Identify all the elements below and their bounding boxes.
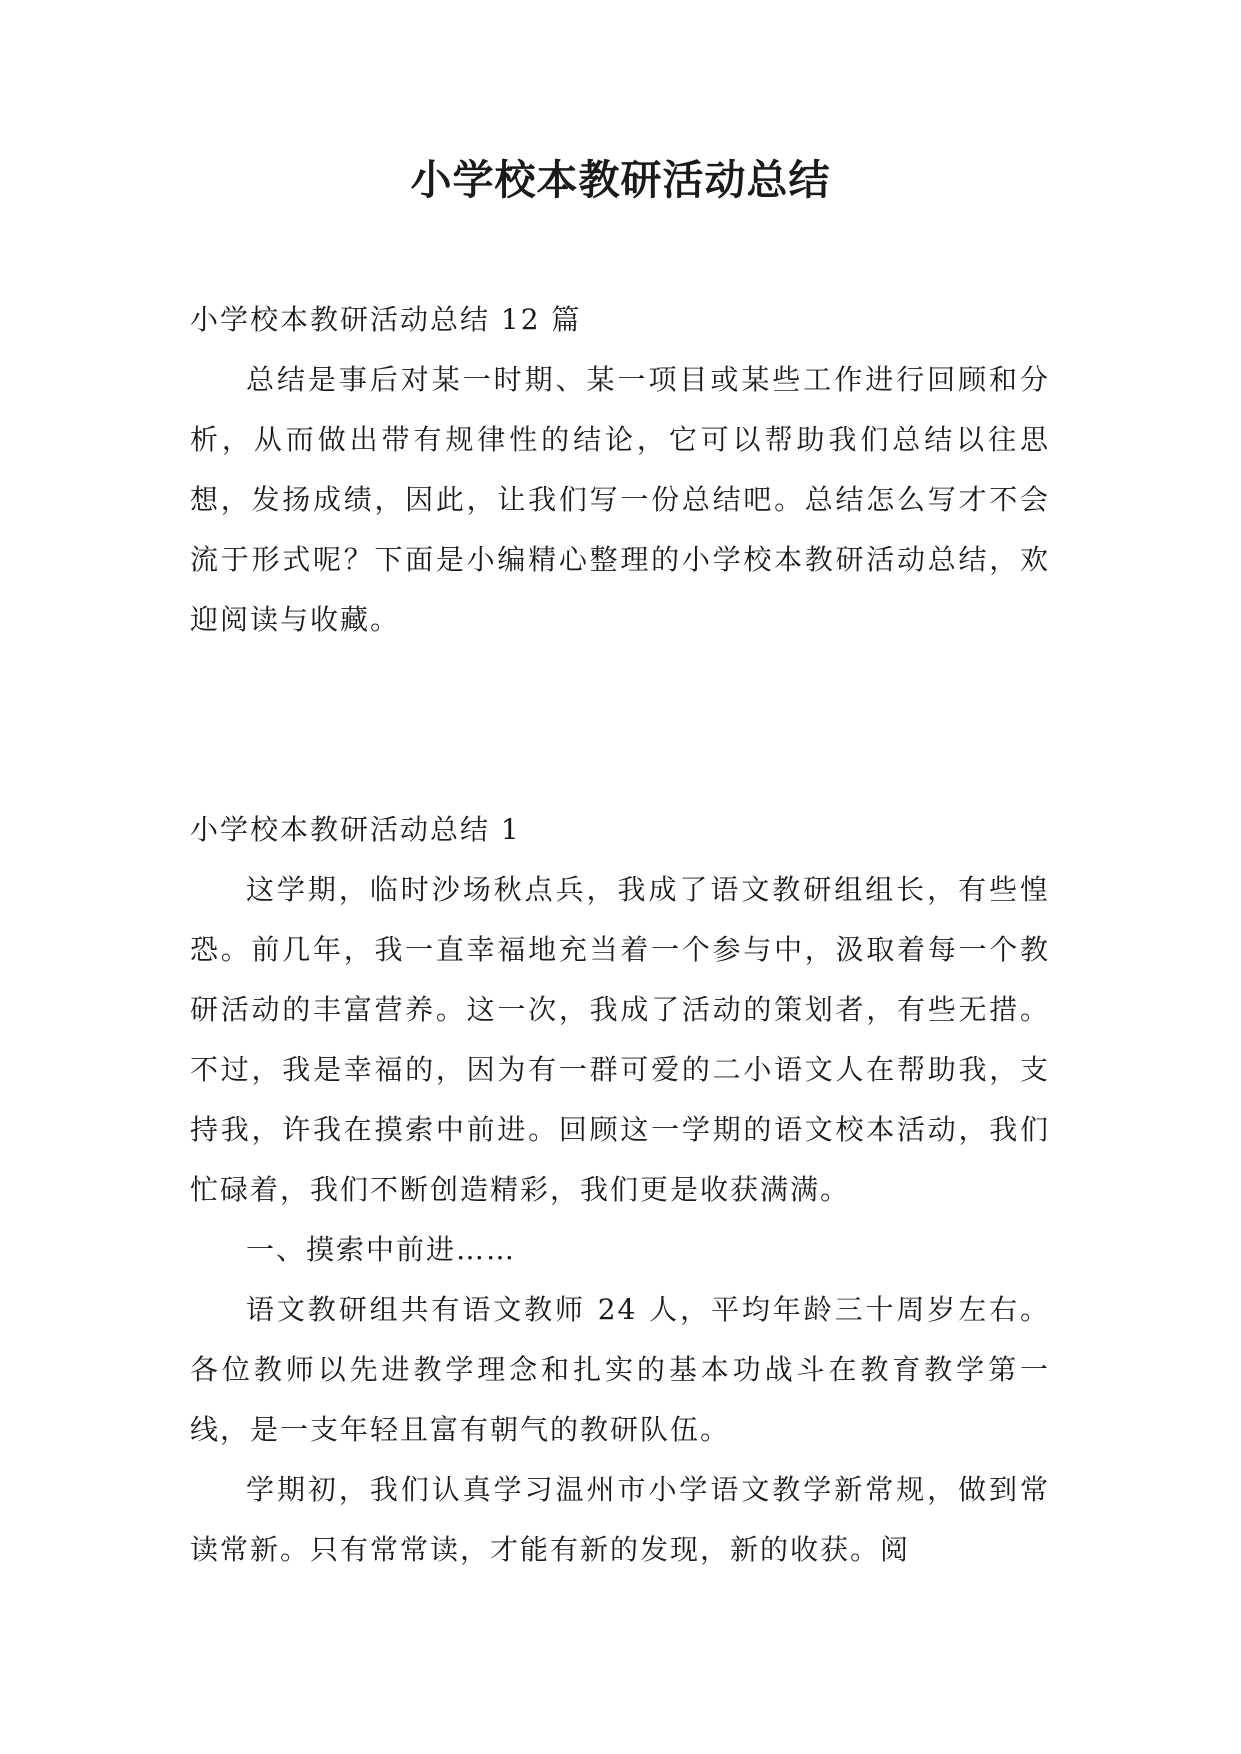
body-paragraph: 这学期，临时沙场秋点兵，我成了语文教研组组长，有些惶恐。前几年，我一直幸福地充当着一个参与中，汲取着每一个教研活动的丰富营养。这一次，我成了活动的策划者，有些无措。不过，我是幸福的，因为有一群可爱的二小语文人在帮助我，支持我，许我在摸索中前进。回顾这一学期的语文校本活动，我们忙碌着，我们不断创造精彩，我们更是收获满满。 bbox=[190, 873, 1050, 1206]
document-subtitle: 小学校本教研活动总结 12 篇 bbox=[190, 303, 582, 336]
document-body bbox=[190, 290, 1050, 1580]
body-paragraph: 语文教研组共有语文教师 24 人，平均年龄三十周岁左右。各位教师以先进教学理念和扎实的基本功战斗在教育教学第一线，是一支年轻且富有朝气的教研队伍。 bbox=[190, 1293, 1050, 1446]
body-paragraph: 学期初，我们认真学习温州市小学语文教学新常规，做到常读常新。只有常常读，才能有新的发现，新的收获。阅 bbox=[190, 1473, 1050, 1566]
document-title: 小学校本教研活动总结 bbox=[410, 156, 831, 204]
section-heading: 小学校本教研活动总结 1 bbox=[190, 813, 521, 846]
section-spacer bbox=[190, 650, 1050, 800]
intro-paragraph: 总结是事后对某一时期、某一项目或某些工作进行回顾和分析，从而做出带有规律性的结论，它可以帮助我们总结以往思想，发扬成绩，因此，让我们写一份总结吧。总结怎么写才不会流于形式呢？下面是小编精心整理的小学校本教研活动总结，欢迎阅读与收藏。 bbox=[190, 363, 1050, 636]
subsection-heading: 一、摸索中前进…… bbox=[246, 1233, 517, 1266]
